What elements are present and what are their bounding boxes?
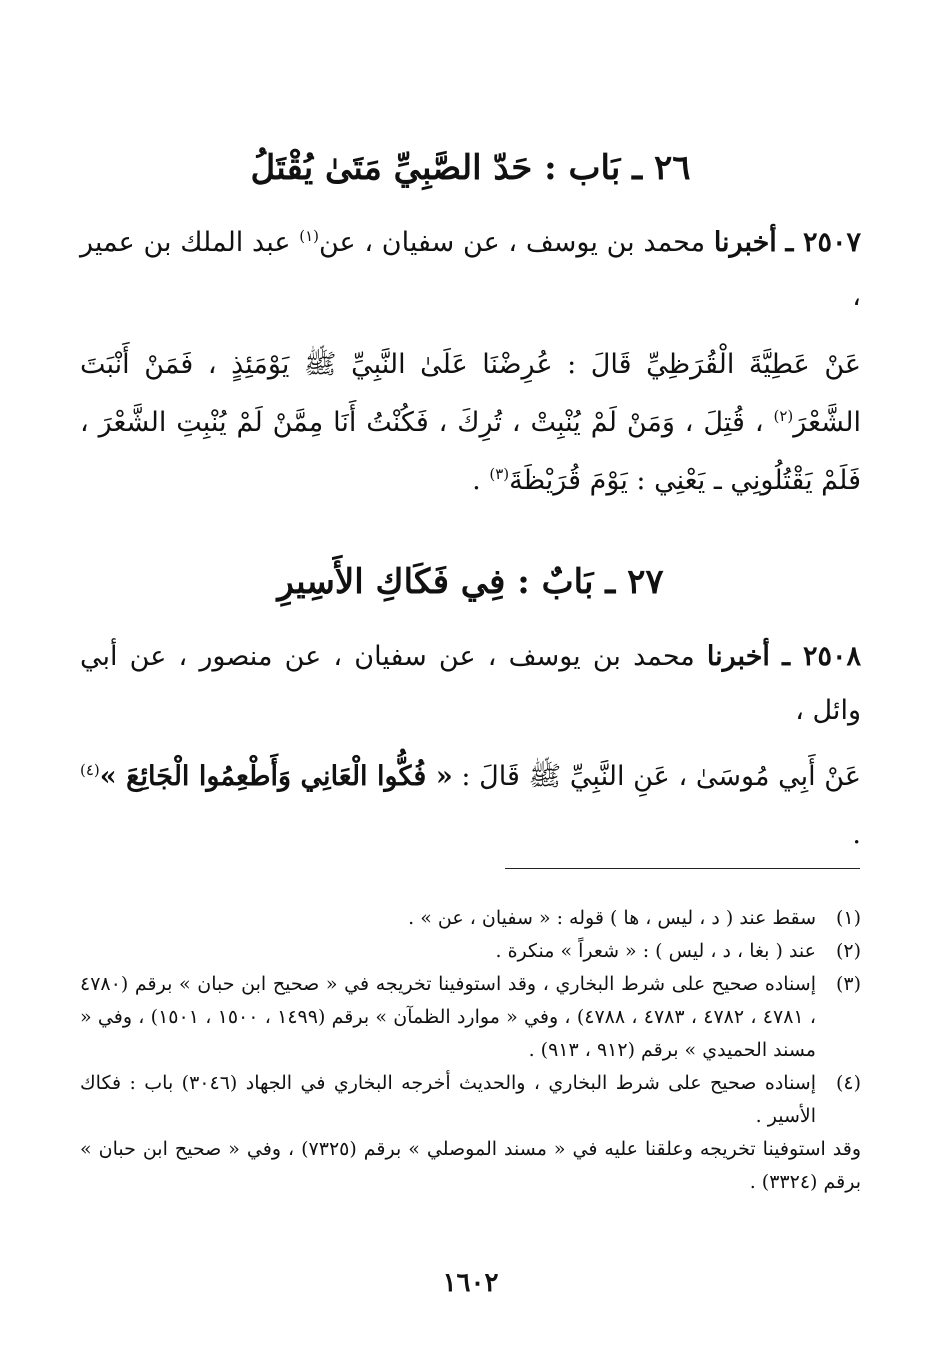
footnote-mark: (٢) xyxy=(835,940,861,962)
footnote-continuation: وقد استوفينا تخريجه وعلقنا عليه في « مسند الموصلي » برقم (٧٣٢٥) ، وفي « صحيح ابن حبان » برقم (٣٣٢٤) . xyxy=(80,1138,861,1193)
page-number: ١٦٠٢ xyxy=(442,1268,499,1298)
chain-text: محمد بن يوسف ، عن سفيان ، عن منصور ، عن أبي وائل ، xyxy=(80,641,861,726)
footnote-mark: (١) xyxy=(835,907,861,929)
footnote-ref[interactable]: (٤) xyxy=(80,761,100,779)
footnote-separator xyxy=(505,868,860,869)
chain-text: عبد الملك بن عمير ، xyxy=(80,227,861,312)
footnote-text: سقط عند ( د ، ليس ، ها ) قوله : « سفيان ، عن » . xyxy=(408,907,816,929)
hadith-text-part: ، قُتِلَ ، وَمَنْ لَمْ يُنْبِتْ ، تُرِكَ ، فَكُنْتُ أَنَا مِمَّنْ لَمْ يُنْبِتِ الشَّعْرَ ، فَلَمْ يَقْتُلُونِي ـ يَعْنِي : يَوْمَ قُرَيْظَةَ xyxy=(80,407,861,496)
hadith-number: ٢٥٠٨ ـ xyxy=(782,641,861,672)
hadith-text xyxy=(80,748,861,864)
footnote-text: إسناده صحيح على شرط البخاري ، وقد استوفينا تخريجه في « صحيح ابن حبان » برقم (٤٧٨٠ ، ٤٧٨١ ، ٤٧٨٢ ، ٤٧٨٣ ، ٤٧٨٨) ، وفي « موارد الظمآن » برقم (١٤٩٩ ، ١٥٠٠ ، ١٥٠١) ، وفي « مسند الحميدي » برقم (٩١٢ ، ٩١٣) . xyxy=(80,973,817,1061)
footnote xyxy=(80,935,861,968)
hadith-text xyxy=(80,336,861,510)
hadith-number: ٢٥٠٧ ـ xyxy=(785,227,861,258)
hadith-text-end: . xyxy=(472,465,481,496)
chapter-heading: ٢٧ ـ بَابٌ : فِي فَكَاكِ الأَسِيرِ xyxy=(277,562,664,602)
footnote-text: عند ( بغا ، د ، ليس ) : « شعراً » منكرة . xyxy=(495,940,816,962)
footnote xyxy=(80,1067,861,1133)
footnote-mark: (٣) xyxy=(835,973,861,995)
footnote xyxy=(80,902,861,935)
footnote-ref[interactable]: (١) xyxy=(299,227,319,245)
chain-start-word: أخبرنا xyxy=(706,641,770,672)
footnote-ref[interactable]: (٣) xyxy=(489,465,510,483)
chain-start-word: أخبرنا xyxy=(713,227,777,258)
footnote-ref[interactable]: (٢) xyxy=(773,407,794,425)
prophetic-quote: « فُكُّوا الْعَانِي وَأَطْعِمُوا الْجَائِعَ » xyxy=(99,761,453,792)
chain-text: محمد بن يوسف ، عن سفيان ، عن xyxy=(318,227,706,258)
footnotes xyxy=(80,902,861,1199)
hadith-text-end: . xyxy=(852,819,861,850)
hadith-chain xyxy=(80,216,861,324)
chapter-heading: ٢٦ ـ بَاب : حَدّ الصَّبِيِّ مَتَىٰ يُقْتَلُ xyxy=(250,148,691,188)
footnote xyxy=(80,968,861,1067)
hadith-text-part: عَنْ عَطِيَّةَ الْقُرَظِيِّ قَالَ : عُرِضْنَا عَلَىٰ النَّبِيِّ ﷺ يَوْمَئِذٍ ، فَمَنْ أَنْبَتَ الشَّعْرَ xyxy=(80,349,861,438)
footnote-mark: (٤) xyxy=(835,1072,861,1094)
footnote-text: إسناده صحيح على شرط البخاري ، والحديث أخرجه البخاري في الجهاد (٣٠٤٦) باب : فكاك الأسير . xyxy=(80,1072,816,1127)
hadith-chain xyxy=(80,630,861,738)
hadith-text-part: عَنْ أَبِي مُوسَىٰ ، عَنِ النَّبِيِّ ﷺ قَالَ : xyxy=(461,761,861,792)
